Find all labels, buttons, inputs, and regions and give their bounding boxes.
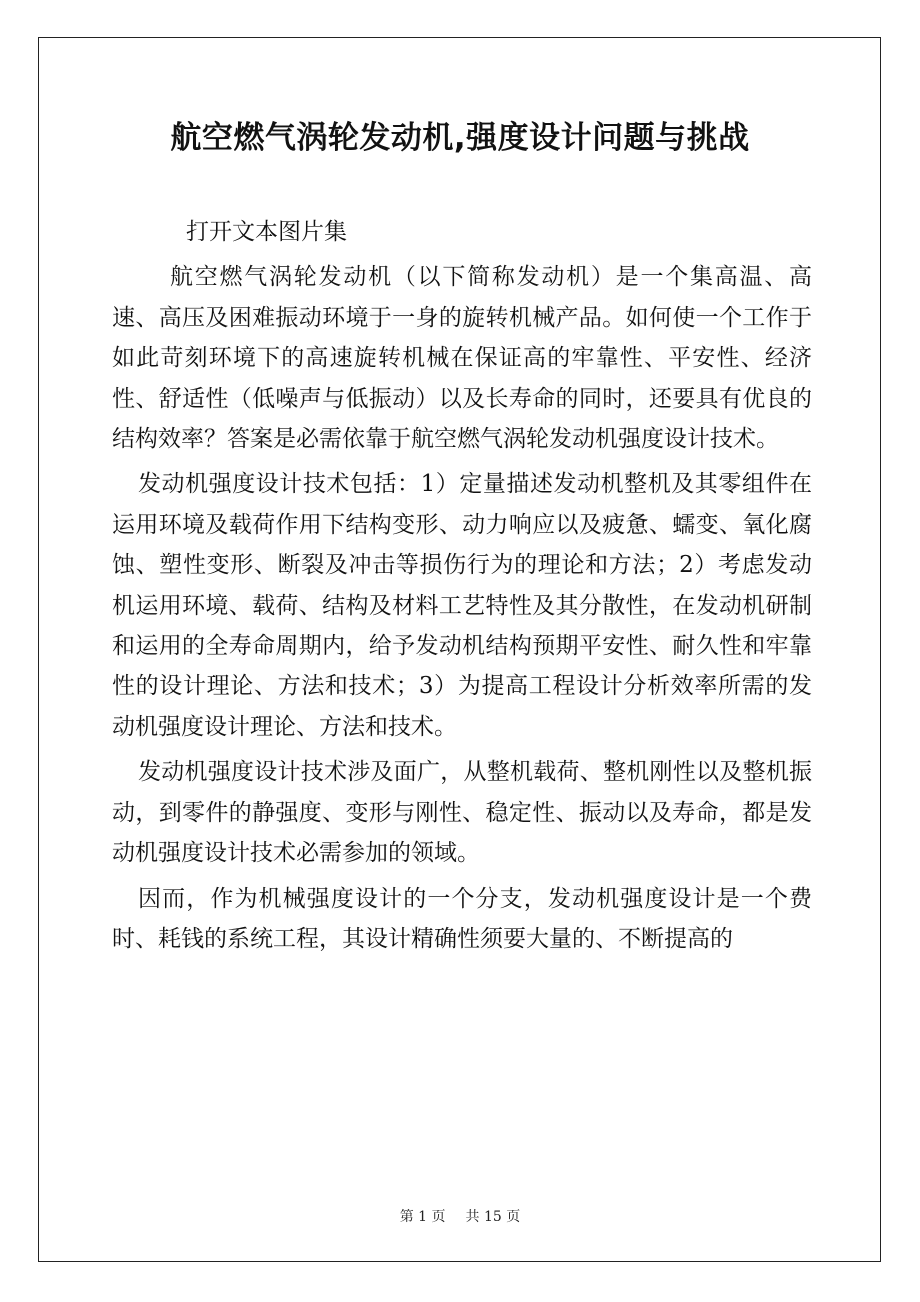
document-body (112, 212, 812, 964)
total-pages: 共 15 页 (465, 1209, 521, 1225)
page-footer (0, 1206, 920, 1226)
page-number: 第 1 页 (399, 1209, 446, 1225)
paragraph-conclusion: 因而，作为机械强度设计的一个分支，发动机强度设计是一个费时、耗钱的系统工程，其设计精确性须要大量的、不断提高的 (112, 885, 812, 952)
open-image-gallery-link[interactable]: 打开文本图片集 (186, 219, 347, 245)
document-title: 航空燃气涡轮发动机,强度设计问题与挑战 (170, 120, 750, 156)
paragraph-fields: 发动机强度设计技术涉及面广，从整机载荷、整机刚性以及整机振动，到零件的静强度、变形与刚性、稳定性、振动以及寿命，都是发动机强度设计技术必需参加的领域。 (112, 759, 812, 867)
paragraph-intro: 航空燃气涡轮发动机（以下简称发动机）是一个集高温、高速、高压及困难振动环境于一身的旋转机械产品。如何使一个工作于如此苛刻环境下的高速旋转机械在保证高的牢靠性、平安性、经济性、舒适性（低噪声与低振动）以及长寿命的同时，还要具有优良的结构效率？答案是必需依靠于航空燃气涡轮发动机强度设计技术。 (112, 264, 812, 453)
paragraph-scope: 发动机强度设计技术包括：1）定量描述发动机整机及其零组件在运用环境及载荷作用下结构变形、动力响应以及疲惫、蠕变、氧化腐蚀、塑性变形、断裂及冲击等损伤行为的理论和方法；2）考虑发动机运用环境、载荷、结构及材料工艺特性及其分散性，在发动机研制和运用的全寿命周期内，给予发动机结构预期平安性、耐久性和牢靠性的设计理论、方法和技术；3）为提高工程设计分析效率所需的发动机强度设计理论、方法和技术。 (112, 471, 812, 740)
